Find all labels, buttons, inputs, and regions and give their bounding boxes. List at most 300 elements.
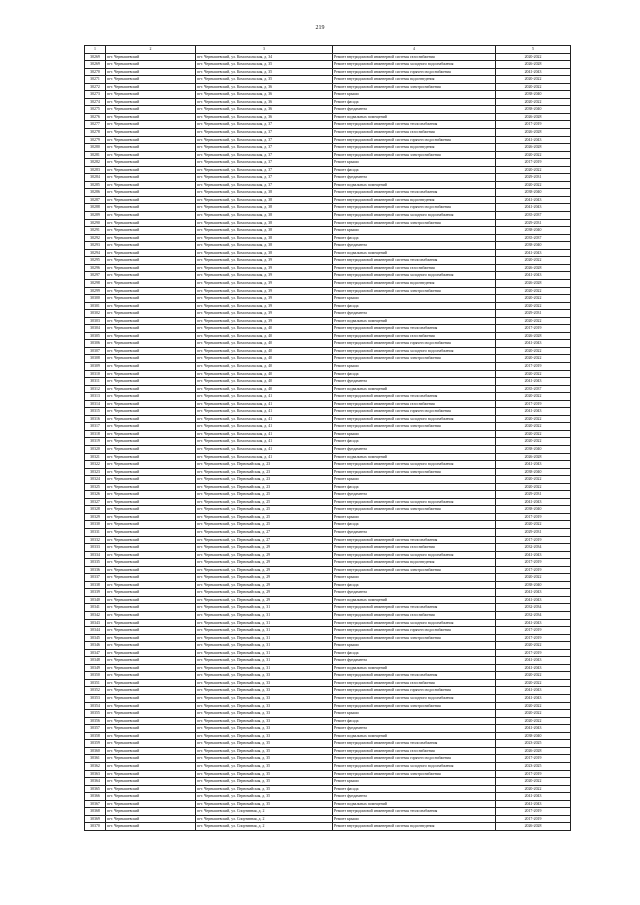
locality-cell: пгт. Чернышевский (106, 747, 196, 755)
row-number-cell: 30347 (85, 649, 106, 657)
period-cell: 2020-2022 (496, 295, 571, 303)
locality-cell: пгт. Чернышевский (106, 717, 196, 725)
address-cell: пгт. Чернышевский, ул. Комсомольская, д. 36 (196, 98, 333, 106)
period-cell: 2041-2043 (496, 725, 571, 733)
work-type-cell: Ремонт подвальных помещений (333, 596, 496, 604)
table-row (85, 113, 571, 121)
table-row (85, 234, 571, 242)
period-cell: 2038-2040 (496, 91, 571, 99)
address-cell: пгт. Чернышевский, ул. Комсомольская, д. 37 (196, 174, 333, 182)
period-cell: 2017-2019 (496, 755, 571, 763)
row-number-cell: 30358 (85, 732, 106, 740)
table-row (85, 634, 571, 642)
row-number-cell: 30288 (85, 204, 106, 212)
table-row (85, 91, 571, 99)
table-row (85, 53, 571, 61)
locality-cell: пгт. Чернышевский (106, 529, 196, 537)
period-cell: 2026-2028 (496, 264, 571, 272)
row-number-cell: 30296 (85, 264, 106, 272)
address-cell: пгт. Чернышевский, ул. Первомайская, д. 25 (196, 498, 333, 506)
row-number-cell: 30279 (85, 136, 106, 144)
period-cell: 2017-2019 (496, 634, 571, 642)
locality-cell: пгт. Чернышевский (106, 672, 196, 680)
work-type-cell: Ремонт крыши (333, 642, 496, 650)
address-cell: пгт. Чернышевский, ул. Комсомольская, д. 39 (196, 257, 333, 265)
locality-cell: пгт. Чернышевский (106, 453, 196, 461)
works-table-container (84, 45, 570, 831)
row-number-cell: 30341 (85, 604, 106, 612)
row-number-cell: 30319 (85, 438, 106, 446)
table-row (85, 702, 571, 710)
table-row (85, 378, 571, 386)
address-cell: пгт. Чернышевский, ул. Первомайская, д. 25 (196, 491, 333, 499)
locality-cell: пгт. Чернышевский (106, 566, 196, 574)
row-number-cell: 30369 (85, 815, 106, 823)
address-cell: пгт. Чернышевский, ул. Первомайская, д. 27 (196, 536, 333, 544)
work-type-cell: Ремонт подвальных помещений (333, 453, 496, 461)
work-type-cell: Ремонт фасада (333, 521, 496, 529)
period-cell: 2032-2034 (496, 604, 571, 612)
period-cell: 2020-2022 (496, 476, 571, 484)
work-type-cell: Ремонт подвальных помещений (333, 385, 496, 393)
address-cell: пгт. Чернышевский, ул. Комсомольская, д. 41 (196, 415, 333, 423)
table-row (85, 574, 571, 582)
address-cell: пгт. Чернышевский, ул. Комсомольская, д. 37 (196, 144, 333, 152)
work-type-cell: Ремонт крыши (333, 476, 496, 484)
period-cell: 2041-2043 (496, 498, 571, 506)
locality-cell: пгт. Чернышевский (106, 370, 196, 378)
work-type-cell: Ремонт внутридомовой инженерной системы теплоснабжения (333, 604, 496, 612)
row-number-cell: 30363 (85, 770, 106, 778)
address-cell: пгт. Чернышевский, ул. Комсомольская, д. 39 (196, 264, 333, 272)
row-number-cell: 30270 (85, 68, 106, 76)
address-cell: пгт. Чернышевский, ул. Комсомольская, д. 41 (196, 430, 333, 438)
locality-cell: пгт. Чернышевский (106, 325, 196, 333)
locality-cell: пгт. Чернышевский (106, 551, 196, 559)
period-cell: 2041-2043 (496, 596, 571, 604)
period-cell: 2017-2019 (496, 770, 571, 778)
work-type-cell: Ремонт внутридомовой инженерной системы водоотведения (333, 76, 496, 84)
address-cell: пгт. Чернышевский, ул. Первомайская, д. 31 (196, 664, 333, 672)
period-cell: 2020-2022 (496, 355, 571, 363)
work-type-cell: Ремонт фасада (333, 98, 496, 106)
work-type-cell: Ремонт внутридомовой инженерной системы теплоснабжения (333, 189, 496, 197)
work-type-cell: Ремонт внутридомовой инженерной системы электроснабжения (333, 566, 496, 574)
row-number-cell: 30297 (85, 272, 106, 280)
table-row (85, 204, 571, 212)
row-number-cell: 30352 (85, 687, 106, 695)
table-row (85, 468, 571, 476)
row-number-cell: 30327 (85, 498, 106, 506)
table-row (85, 506, 571, 514)
table-row (85, 642, 571, 650)
row-number-cell: 30360 (85, 747, 106, 755)
work-type-cell: Ремонт внутридомовой инженерной системы холодного водоснабжения (333, 461, 496, 469)
row-number-cell: 30370 (85, 823, 106, 831)
work-type-cell: Ремонт крыши (333, 430, 496, 438)
address-cell: пгт. Чернышевский, ул. Первомайская, д. 29 (196, 574, 333, 582)
row-number-cell: 30331 (85, 529, 106, 537)
period-cell: 2041-2043 (496, 204, 571, 212)
row-number-cell: 30337 (85, 574, 106, 582)
locality-cell: пгт. Чернышевский (106, 476, 196, 484)
period-cell: 2017-2019 (496, 325, 571, 333)
locality-cell: пгт. Чернышевский (106, 91, 196, 99)
period-cell: 2026-2028 (496, 279, 571, 287)
address-cell: пгт. Чернышевский, ул. Первомайская, д. 31 (196, 627, 333, 635)
locality-cell: пгт. Чернышевский (106, 619, 196, 627)
locality-cell: пгт. Чернышевский (106, 808, 196, 816)
row-number-cell: 30365 (85, 785, 106, 793)
table-row (85, 302, 571, 310)
column-header: 2 (106, 46, 196, 54)
work-type-cell: Ремонт внутридомовой инженерной системы электроснабжения (333, 506, 496, 514)
table-row (85, 551, 571, 559)
period-cell: 2035-2037 (496, 385, 571, 393)
locality-cell: пгт. Чернышевский (106, 287, 196, 295)
row-number-cell: 30317 (85, 423, 106, 431)
period-cell: 2020-2022 (496, 438, 571, 446)
address-cell: пгт. Чернышевский, ул. Первомайская, д. 25 (196, 506, 333, 514)
row-number-cell: 30339 (85, 589, 106, 597)
table-row (85, 68, 571, 76)
locality-cell: пгт. Чернышевский (106, 438, 196, 446)
address-cell: пгт. Чернышевский, ул. Первомайская, д. 25 (196, 513, 333, 521)
table-row (85, 453, 571, 461)
table-row (85, 325, 571, 333)
table-row (85, 483, 571, 491)
period-cell: 2029-2031 (496, 310, 571, 318)
locality-cell: пгт. Чернышевский (106, 732, 196, 740)
period-cell: 2029-2031 (496, 219, 571, 227)
address-cell: пгт. Чернышевский, ул. Спортивная, д. 2 (196, 808, 333, 816)
works-table (84, 45, 571, 831)
table-row (85, 793, 571, 801)
row-number-cell: 30278 (85, 129, 106, 137)
address-cell: пгт. Чернышевский, ул. Первомайская, д. 31 (196, 649, 333, 657)
table-row (85, 393, 571, 401)
period-cell: 2017-2019 (496, 559, 571, 567)
period-cell: 2020-2022 (496, 166, 571, 174)
address-cell: пгт. Чернышевский, ул. Комсомольская, д. 38 (196, 189, 333, 197)
table-row (85, 136, 571, 144)
locality-cell: пгт. Чернышевский (106, 393, 196, 401)
locality-cell: пгт. Чернышевский (106, 581, 196, 589)
locality-cell: пгт. Чернышевский (106, 793, 196, 801)
period-cell: 2020-2022 (496, 181, 571, 189)
work-type-cell: Ремонт внутридомовой инженерной системы холодного водоснабжения (333, 212, 496, 220)
work-type-cell: Ремонт крыши (333, 362, 496, 370)
locality-cell: пгт. Чернышевский (106, 800, 196, 808)
period-cell: 2020-2022 (496, 423, 571, 431)
address-cell: пгт. Чернышевский, ул. Комсомольская, д. 37 (196, 166, 333, 174)
work-type-cell: Ремонт внутридомовой инженерной системы холодного водоснабжения (333, 498, 496, 506)
work-type-cell: Ремонт внутридомовой инженерной системы электроснабжения (333, 287, 496, 295)
locality-cell: пгт. Чернышевский (106, 362, 196, 370)
period-cell: 2029-2031 (496, 174, 571, 182)
table-row (85, 196, 571, 204)
row-number-cell: 30284 (85, 174, 106, 182)
period-cell: 2038-2040 (496, 468, 571, 476)
locality-cell: пгт. Чернышевский (106, 415, 196, 423)
address-cell: пгт. Чернышевский, ул. Комсомольская, д. 41 (196, 453, 333, 461)
locality-cell: пгт. Чернышевский (106, 785, 196, 793)
period-cell: 2032-2034 (496, 544, 571, 552)
row-number-cell: 30361 (85, 755, 106, 763)
period-cell: 2020-2022 (496, 317, 571, 325)
period-cell: 2041-2043 (496, 551, 571, 559)
locality-cell: пгт. Чернышевский (106, 257, 196, 265)
table-row (85, 672, 571, 680)
table-row (85, 295, 571, 303)
row-number-cell: 30289 (85, 212, 106, 220)
work-type-cell: Ремонт внутридомовой инженерной системы газоснабжения (333, 332, 496, 340)
row-number-cell: 30359 (85, 740, 106, 748)
row-number-cell: 30342 (85, 612, 106, 620)
address-cell: пгт. Чернышевский, ул. Комсомольская, д. 37 (196, 129, 333, 137)
row-number-cell: 30351 (85, 679, 106, 687)
locality-cell: пгт. Чернышевский (106, 340, 196, 348)
work-type-cell: Ремонт внутридомовой инженерной системы газоснабжения (333, 544, 496, 552)
address-cell: пгт. Чернышевский, ул. Первомайская, д. 29 (196, 559, 333, 567)
locality-cell: пгт. Чернышевский (106, 627, 196, 635)
period-cell: 2035-2037 (496, 212, 571, 220)
work-type-cell: Ремонт внутридомовой инженерной системы электроснабжения (333, 770, 496, 778)
work-type-cell: Ремонт внутридомовой инженерной системы газоснабжения (333, 400, 496, 408)
table-row (85, 536, 571, 544)
address-cell: пгт. Чернышевский, ул. Первомайская, д. 25 (196, 521, 333, 529)
period-cell: 2020-2022 (496, 483, 571, 491)
period-cell: 2017-2019 (496, 121, 571, 129)
period-cell: 2041-2043 (496, 589, 571, 597)
locality-cell: пгт. Чернышевский (106, 242, 196, 250)
address-cell: пгт. Чернышевский, ул. Комсомольская, д. 39 (196, 279, 333, 287)
table-row (85, 687, 571, 695)
locality-cell: пгт. Чернышевский (106, 68, 196, 76)
locality-cell: пгт. Чернышевский (106, 679, 196, 687)
locality-cell: пгт. Чернышевский (106, 445, 196, 453)
address-cell: пгт. Чернышевский, ул. Комсомольская, д. 41 (196, 400, 333, 408)
period-cell: 2041-2043 (496, 136, 571, 144)
locality-cell: пгт. Чернышевский (106, 174, 196, 182)
address-cell: пгт. Чернышевский, ул. Первомайская, д. 23 (196, 468, 333, 476)
table-row (85, 649, 571, 657)
address-cell: пгт. Чернышевский, ул. Комсомольская, д. 36 (196, 106, 333, 114)
period-cell: 2020-2022 (496, 76, 571, 84)
work-type-cell: Ремонт внутридомовой инженерной системы теплоснабжения (333, 536, 496, 544)
locality-cell: пгт. Чернышевский (106, 521, 196, 529)
period-cell: 2026-2028 (496, 144, 571, 152)
work-type-cell: Ремонт внутридомовой инженерной системы водоотведения (333, 144, 496, 152)
table-row (85, 189, 571, 197)
row-number-cell: 30330 (85, 521, 106, 529)
locality-cell: пгт. Чернышевский (106, 159, 196, 167)
table-body (85, 53, 571, 830)
locality-cell: пгт. Чернышевский (106, 121, 196, 129)
work-type-cell: Ремонт внутридомовой инженерной системы горячего водоснабжения (333, 755, 496, 763)
row-number-cell: 30329 (85, 513, 106, 521)
work-type-cell: Ремонт крыши (333, 295, 496, 303)
table-row (85, 725, 571, 733)
locality-cell: пгт. Чернышевский (106, 400, 196, 408)
work-type-cell: Ремонт фасада (333, 438, 496, 446)
locality-cell: пгт. Чернышевский (106, 725, 196, 733)
locality-cell: пгт. Чернышевский (106, 249, 196, 257)
locality-cell: пгт. Чернышевский (106, 468, 196, 476)
address-cell: пгт. Чернышевский, ул. Первомайская, д. 29 (196, 544, 333, 552)
address-cell: пгт. Чернышевский, ул. Первомайская, д. 23 (196, 476, 333, 484)
work-type-cell: Ремонт фасада (333, 483, 496, 491)
work-type-cell: Ремонт внутридомовой инженерной системы электроснабжения (333, 355, 496, 363)
address-cell: пгт. Чернышевский, ул. Первомайская, д. 33 (196, 702, 333, 710)
row-number-cell: 30366 (85, 793, 106, 801)
address-cell: пгт. Чернышевский, ул. Первомайская, д. 31 (196, 657, 333, 665)
row-number-cell: 30354 (85, 702, 106, 710)
address-cell: пгт. Чернышевский, ул. Первомайская, д. 33 (196, 725, 333, 733)
period-cell: 2020-2022 (496, 679, 571, 687)
address-cell: пгт. Чернышевский, ул. Комсомольская, д. 39 (196, 302, 333, 310)
locality-cell: пгт. Чернышевский (106, 166, 196, 174)
address-cell: пгт. Чернышевский, ул. Первомайская, д. 33 (196, 672, 333, 680)
row-number-cell: 30308 (85, 355, 106, 363)
locality-cell: пгт. Чернышевский (106, 657, 196, 665)
locality-cell: пгт. Чернышевский (106, 332, 196, 340)
period-cell: 2041-2043 (496, 664, 571, 672)
table-header-row (85, 46, 571, 54)
table-row (85, 98, 571, 106)
period-cell: 2026-2028 (496, 453, 571, 461)
page-number: 219 (315, 25, 325, 31)
work-type-cell: Ремонт внутридомовой инженерной системы горячего водоснабжения (333, 627, 496, 635)
table-row (85, 461, 571, 469)
table-row (85, 279, 571, 287)
row-number-cell: 30357 (85, 725, 106, 733)
row-number-cell: 30325 (85, 483, 106, 491)
table-row (85, 627, 571, 635)
table-row (85, 808, 571, 816)
work-type-cell: Ремонт внутридомовой инженерной системы газоснабжения (333, 264, 496, 272)
locality-cell: пгт. Чернышевский (106, 634, 196, 642)
locality-cell: пгт. Чернышевский (106, 144, 196, 152)
work-type-cell: Ремонт подвальных помещений (333, 249, 496, 257)
work-type-cell: Ремонт внутридомовой инженерной системы горячего водоснабжения (333, 687, 496, 695)
row-number-cell: 30305 (85, 332, 106, 340)
address-cell: пгт. Чернышевский, ул. Комсомольская, д. 41 (196, 438, 333, 446)
work-type-cell: Ремонт внутридомовой инженерной системы электроснабжения (333, 468, 496, 476)
row-number-cell: 30336 (85, 566, 106, 574)
locality-cell: пгт. Чернышевский (106, 181, 196, 189)
row-number-cell: 30290 (85, 219, 106, 227)
column-header: 5 (496, 46, 571, 54)
locality-cell: пгт. Чернышевский (106, 506, 196, 514)
table-row (85, 400, 571, 408)
row-number-cell: 30321 (85, 453, 106, 461)
table-row (85, 332, 571, 340)
address-cell: пгт. Чернышевский, ул. Первомайская, д. 31 (196, 619, 333, 627)
period-cell: 2038-2040 (496, 445, 571, 453)
row-number-cell: 30294 (85, 249, 106, 257)
address-cell: пгт. Чернышевский, ул. Первомайская, д. 27 (196, 529, 333, 537)
period-cell: 2020-2022 (496, 83, 571, 91)
address-cell: пгт. Чернышевский, ул. Комсомольская, д. 40 (196, 370, 333, 378)
row-number-cell: 30299 (85, 287, 106, 295)
locality-cell: пгт. Чернышевский (106, 212, 196, 220)
row-number-cell: 30332 (85, 536, 106, 544)
row-number-cell: 30356 (85, 717, 106, 725)
work-type-cell: Ремонт крыши (333, 227, 496, 235)
work-type-cell: Ремонт крыши (333, 513, 496, 521)
address-cell: пгт. Чернышевский, ул. Первомайская, д. 33 (196, 679, 333, 687)
address-cell: пгт. Чернышевский, ул. Первомайская, д. 35 (196, 747, 333, 755)
table-row (85, 581, 571, 589)
period-cell: 2017-2019 (496, 536, 571, 544)
locality-cell: пгт. Чернышевский (106, 498, 196, 506)
address-cell: пгт. Чернышевский, ул. Комсомольская, д. 36 (196, 113, 333, 121)
period-cell: 2041-2043 (496, 249, 571, 257)
table-row (85, 166, 571, 174)
period-cell: 2020-2022 (496, 702, 571, 710)
address-cell: пгт. Чернышевский, ул. Комсомольская, д. 35 (196, 68, 333, 76)
row-number-cell: 30322 (85, 461, 106, 469)
table-row (85, 347, 571, 355)
locality-cell: пгт. Чернышевский (106, 695, 196, 703)
locality-cell: пгт. Чернышевский (106, 408, 196, 416)
row-number-cell: 30311 (85, 378, 106, 386)
address-cell: пгт. Чернышевский, ул. Комсомольская, д. 35 (196, 76, 333, 84)
table-row (85, 529, 571, 537)
period-cell: 2041-2043 (496, 196, 571, 204)
address-cell: пгт. Чернышевский, ул. Первомайская, д. 35 (196, 740, 333, 748)
work-type-cell: Ремонт фасада (333, 717, 496, 725)
locality-cell: пгт. Чернышевский (106, 702, 196, 710)
locality-cell: пгт. Чернышевский (106, 378, 196, 386)
work-type-cell: Ремонт внутридомовой инженерной системы теплоснабжения (333, 740, 496, 748)
work-type-cell: Ремонт фундамента (333, 793, 496, 801)
locality-cell: пгт. Чернышевский (106, 264, 196, 272)
address-cell: пгт. Чернышевский, ул. Комсомольская, д. 38 (196, 242, 333, 250)
period-cell: 2041-2043 (496, 657, 571, 665)
address-cell: пгт. Чернышевский, ул. Первомайская, д. 29 (196, 589, 333, 597)
locality-cell: пгт. Чернышевский (106, 385, 196, 393)
locality-cell: пгт. Чернышевский (106, 536, 196, 544)
address-cell: пгт. Чернышевский, ул. Комсомольская, д. 39 (196, 295, 333, 303)
table-row (85, 174, 571, 182)
address-cell: пгт. Чернышевский, ул. Первомайская, д. 31 (196, 642, 333, 650)
work-type-cell: Ремонт внутридомовой инженерной системы газоснабжения (333, 129, 496, 137)
work-type-cell: Ремонт фундамента (333, 589, 496, 597)
locality-cell: пгт. Чернышевский (106, 491, 196, 499)
work-type-cell: Ремонт фундамента (333, 657, 496, 665)
period-cell: 2020-2022 (496, 257, 571, 265)
address-cell: пгт. Чернышевский, ул. Комсомольская, д. 34 (196, 53, 333, 61)
period-cell: 2041-2043 (496, 793, 571, 801)
address-cell: пгт. Чернышевский, ул. Комсомольская, д. 39 (196, 317, 333, 325)
work-type-cell: Ремонт внутридомовой инженерной системы газоснабжения (333, 612, 496, 620)
address-cell: пгт. Чернышевский, ул. Первомайская, д. 35 (196, 770, 333, 778)
row-number-cell: 30349 (85, 664, 106, 672)
work-type-cell: Ремонт внутридомовой инженерной системы холодного водоснабжения (333, 61, 496, 69)
address-cell: пгт. Чернышевский, ул. Первомайская, д. 35 (196, 785, 333, 793)
period-cell: 2017-2019 (496, 566, 571, 574)
period-cell: 2023-2025 (496, 740, 571, 748)
row-number-cell: 30283 (85, 166, 106, 174)
period-cell: 2020-2022 (496, 785, 571, 793)
work-type-cell: Ремонт фасада (333, 581, 496, 589)
row-number-cell: 30300 (85, 295, 106, 303)
table-row (85, 129, 571, 137)
locality-cell: пгт. Чернышевский (106, 649, 196, 657)
table-row (85, 121, 571, 129)
